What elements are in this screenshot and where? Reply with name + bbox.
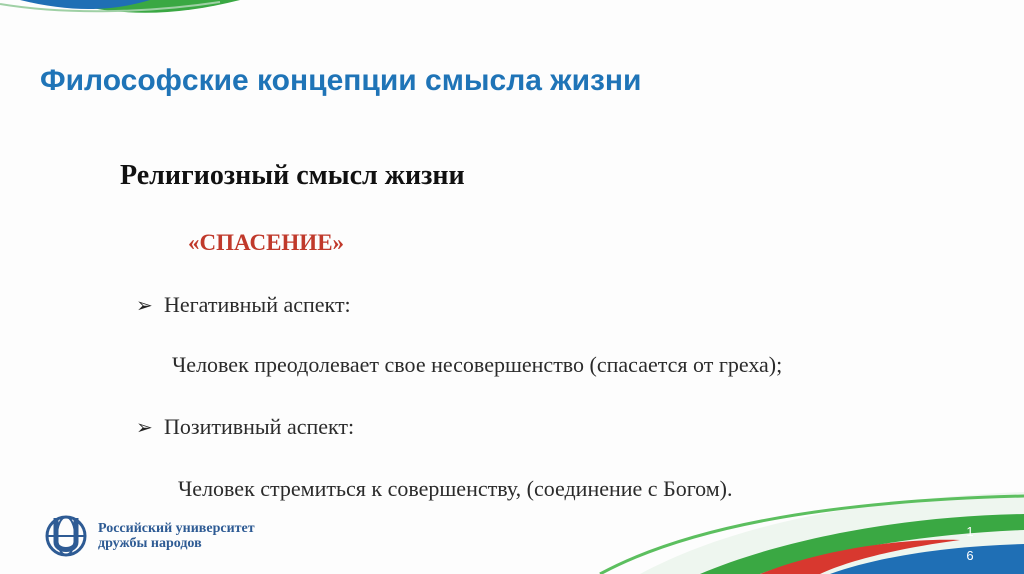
bullet-detail: Человек преодолевает свое несовершенство (спасается от греха);	[172, 352, 783, 377]
keyword-heading: «СПАСЕНИЕ»	[188, 230, 345, 255]
bullet-label: Негативный аспект:	[164, 292, 351, 317]
university-name-line1: Российский университет	[98, 521, 255, 536]
slide-subtitle: Религиозный смысл жизни	[120, 160, 465, 191]
bullet-label: Позитивный аспект:	[164, 414, 355, 439]
arrow-bullet-icon: ➢	[136, 416, 153, 439]
university-logo	[40, 512, 255, 560]
university-name	[98, 521, 255, 551]
rudn-emblem-icon	[40, 512, 94, 560]
bullet-negative	[136, 292, 351, 318]
bullet-positive	[136, 414, 354, 440]
slide-title: Философские концепции смысла жизни	[40, 64, 642, 97]
bullet-detail: Человек стремиться к совершенству, (соединение с Богом).	[178, 476, 733, 501]
university-name-line2: дружбы народов	[98, 536, 202, 551]
arrow-bullet-icon: ➢	[136, 294, 153, 317]
page-number: 16	[966, 524, 974, 563]
